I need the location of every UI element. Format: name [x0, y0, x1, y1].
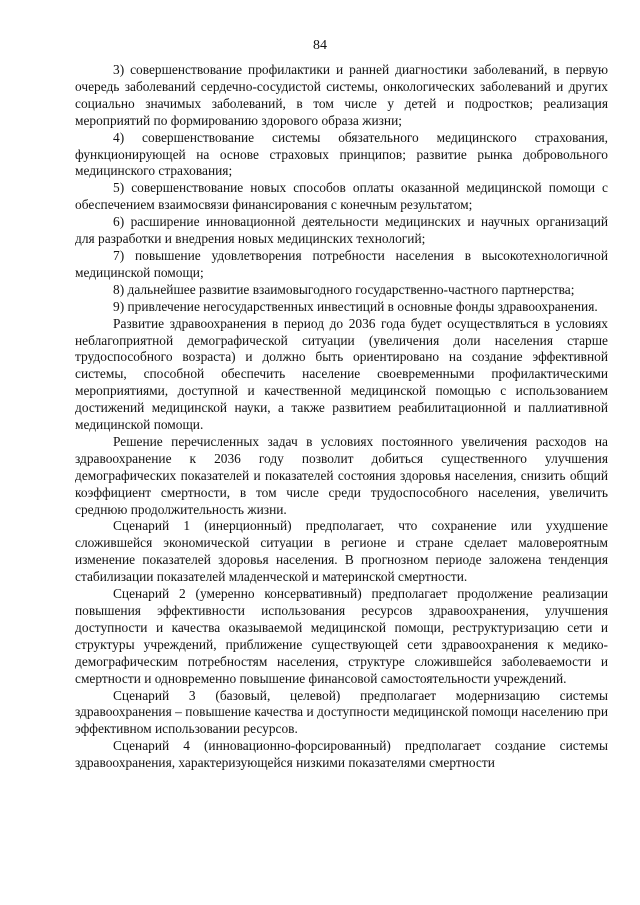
- paragraph-scenario-1: Сценарий 1 (инерционный) предполагает, что сохранение или ухудшение сложившейся экономической ситуации в регионе и стране сделает маловероятным изменение показателей здоровья населения. В прогнозном периоде заложена тенденция стабилизации показателей младенческой и материнской смертности.: [75, 518, 608, 585]
- paragraph-scenario-2: Сценарий 2 (умеренно консервативный) предполагает продолжение реализации повышения эффективности использования ресурсов здравоохранения, улучшения доступности и качества оказываемой медицинской помощи, реструктуризацию сети и структуры учреждений, приближение существующей сети здравоохранения к медико-демографическим потребностям населения, структуре сложившейся заболеваемости и смертности и одновременно повышение финансовой самостоятельности учреждений.: [75, 586, 608, 686]
- paragraph-item-3: 3) совершенствование профилактики и ранней диагностики заболеваний, в первую очередь заболеваний сердечно-сосудистой системы, онкологических заболеваний и других социально значимых заболеваний, в том числе у детей и подростков; реализация мероприятий по формированию здорового образа жизни;: [75, 62, 608, 128]
- paragraph-development: Развитие здравоохранения в период до 2036 года будет осуществляться в условиях неблагоприятной демографической ситуации (увеличения доли населения старше трудоспособного возраста) и должно быть ориентировано на создание эффективной системы, способной обеспечить население своевременными профилактическими мероприятиями, доступной и качественной медицинской помощью с использованием достижений медицинской науки, а также развитием реабилитационной и паллиативной медицинской помощи.: [75, 315, 608, 433]
- paragraph-item-4: 4) совершенствование системы обязательного медицинского страхования, функционирующей на основе страховых принципов; развитие рынка добровольного медицинского страхования;: [75, 129, 608, 179]
- document-body: [75, 62, 608, 772]
- paragraph-item-8: 8) дальнейшее развитие взаимовыгодного государственно-частного партнерства;: [113, 281, 575, 297]
- paragraph-tasks-solution: Решение перечисленных задач в условиях постоянного увеличения расходов на здравоохранение к 2036 году позволит добиться существенного улучшения демографических показателей и показателей состояния здоровья населения, снизить общий коэффициент смертности, в том числе среди трудоспособного населения, увеличить среднюю продолжительность жизни.: [75, 433, 608, 517]
- page-number: 84: [313, 38, 327, 53]
- paragraph-scenario-4: Сценарий 4 (инновационно-форсированный) предполагает создание системы здравоохранения, характеризующейся низкими показателями смертности: [75, 738, 608, 771]
- paragraph-item-7: 7) повышение удовлетворения потребности населения в высокотехнологичной медицинской помощи;: [75, 247, 608, 280]
- paragraph-item-5: 5) совершенствование новых способов оплаты оказанной медицинской помощи с обеспечением взаимосвязи финансирования с конечным результатом;: [75, 180, 608, 213]
- paragraph-item-6: 6) расширение инновационной деятельности медицинских и научных организаций для разработки и внедрения новых медицинских технологий;: [75, 214, 608, 247]
- paragraph-item-9: 9) привлечение негосударственных инвестиций в основные фонды здравоохранения.: [113, 298, 598, 314]
- paragraph-scenario-3: Сценарий 3 (базовый, целевой) предполагает модернизацию системы здравоохранения – повышение качества и доступности медицинской помощи населению при эффективном использовании ресурсов.: [75, 687, 608, 737]
